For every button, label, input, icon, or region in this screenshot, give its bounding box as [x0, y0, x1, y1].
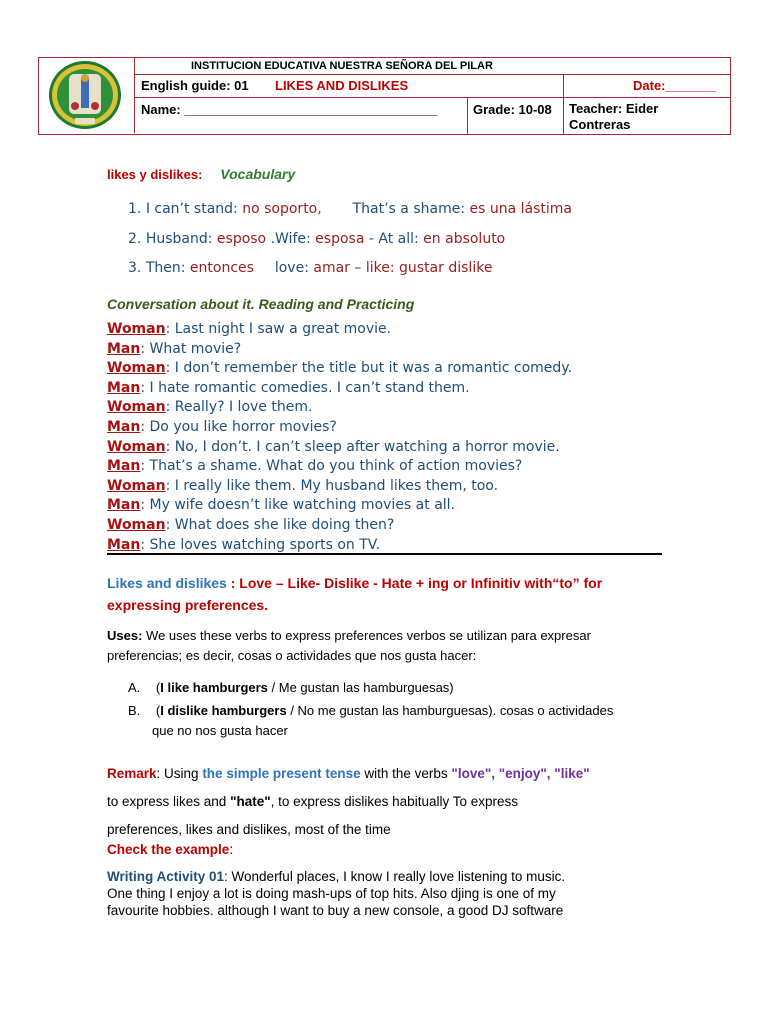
guide-number: English guide: 01 [141, 78, 249, 93]
dialogue-line: Woman: Really? I love them. [107, 399, 313, 416]
student-row [135, 98, 730, 134]
example-b: B. (I dislike hamburgers / No me gustan las hamburguesas). cosas o actividades que no nos gusta hacer [128, 703, 614, 738]
writing-activity: Writing Activity 01: Wonderful places, I know I really love listening to music. One thing I enjoy a lot is doing mash-ups of top hits. Also djing is one of my favourite hobbies. although I want to buy a new console, a good DJ software [107, 869, 566, 918]
dialogue-line: Woman: I don’t remember the title but it was a romantic comedy. [107, 360, 573, 377]
vocab-item-1: 1. I can’t stand: no soporto, That’s a shame: es una lástima [128, 201, 572, 217]
check-example-label: Check the example: [107, 842, 234, 857]
vocab-heading: likes y dislikes: Vocabulary [107, 166, 296, 182]
dialogue-line: Man: She loves watching sports on TV. [107, 536, 381, 553]
grade-field: Grade: 10-08 [473, 102, 552, 117]
vocab-item-2: 2. Husband: esposo .Wife: esposa - At all: en absoluto [128, 231, 506, 247]
name-field: Name: ___________________________________ [141, 102, 438, 117]
dialogue-line: Woman: Last night I saw a great movie. [107, 321, 392, 337]
guide-title: LIKES AND DISLIKES [275, 78, 409, 93]
institution-name: INSTITUCION EDUCATIVA NUESTRA SEÑORA DEL PILAR [135, 58, 730, 75]
dialogue-line: Man: That’s a shame. What do you think of action movies? [107, 458, 523, 475]
school-crest-icon [39, 58, 133, 132]
section-divider [107, 553, 662, 555]
dialogue-line: Man: My wife doesn’t like watching movies at all. [107, 497, 455, 514]
dialogue-line: Man: Do you like horror movies? [107, 418, 337, 435]
dialogue-line: Woman: I really like them. My husband likes them, too. [107, 477, 499, 494]
remark-paragraph: Remark: Using the simple present tense with the verbs "love", "enjoy", "like" to express likes and "hate", to express dislikes habitually To express preferences, likes and dislikes, most of the time [107, 766, 590, 837]
conversation-heading: Conversation about it. Reading and Practicing [107, 296, 415, 312]
teacher-field: Teacher: Eider Contreras [569, 101, 659, 132]
dialogue-line: Woman: What does she like doing then? [107, 516, 395, 533]
guide-row [135, 75, 730, 98]
dialogue-line: Woman: No, I don’t. I can’t sleep after watching a horror movie. [107, 438, 560, 455]
dialogue-line: Man: What movie? [107, 340, 242, 357]
uses-paragraph: Uses: We uses these verbs to express preferences verbos se utilizan para expresar preferencias; es decir, cosas o actividades que nos gusta hacer: [107, 628, 591, 663]
dialogue-line: Man: I hate romantic comedies. I can’t stand them. [107, 379, 470, 396]
example-a: A. (I like hamburgers / Me gustan las hamburguesas) [128, 680, 454, 695]
conversation [107, 320, 572, 555]
grammar-title: Likes and dislikes : Love – Like- Dislike - Hate + ing or Infinitiv with“to” for expressing preferences. [107, 575, 603, 613]
date-field: Date:_______ [633, 78, 717, 93]
header-table [38, 57, 731, 135]
vocab-item-3: 3. Then: entonces love: amar – like: gustar dislike [128, 260, 493, 276]
school-logo-cell [39, 58, 135, 133]
